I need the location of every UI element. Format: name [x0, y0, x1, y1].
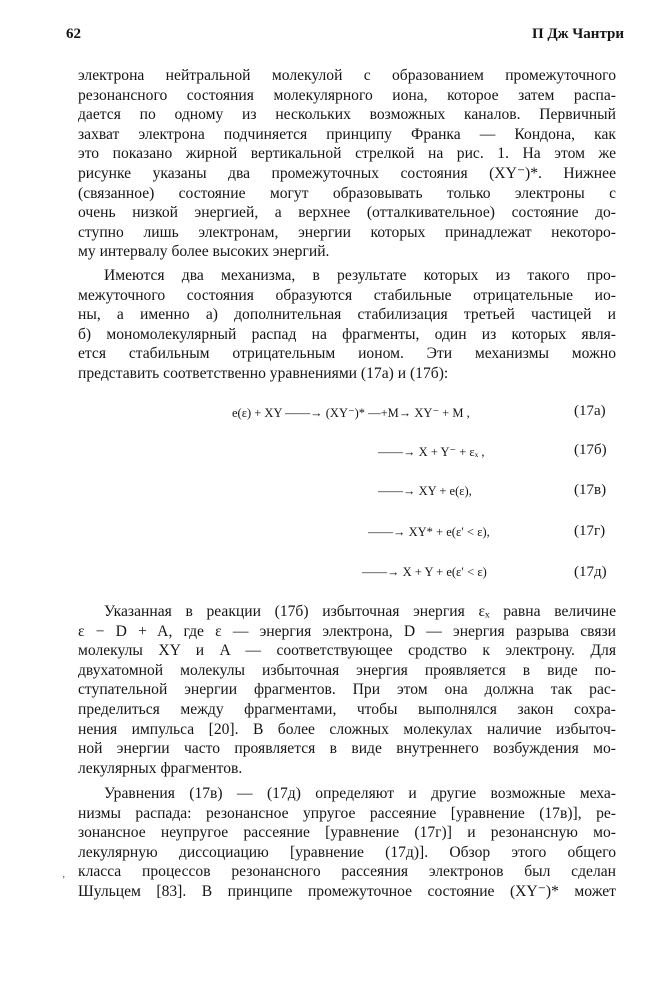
- text-line: дается по одному из нескольких возможных каналов. Первичный: [78, 106, 616, 124]
- equation-number-17d: (17д): [574, 564, 607, 580]
- running-head: П Дж Чантри: [531, 26, 624, 42]
- equation-17g: ——→ XY* + e(ε′ < ε),: [368, 525, 490, 539]
- text-line: ε − D + A, где ε — энергия электрона, D — энергия разрыва связи: [78, 622, 616, 640]
- text-line: ступательной энергии фрагментов. При этом она должна так рас-: [78, 681, 616, 699]
- paragraph-4: [78, 784, 616, 902]
- text-line: очень низкой энергией, а верхнее (отталкивательное) состояние до-: [78, 204, 616, 222]
- equation-number-17v: (17в): [574, 482, 607, 498]
- text-line: Имеются два механизма, в результате которых из такого про-: [104, 267, 616, 284]
- text-line: Указанная в реакции (17б) избыточная энергия εₓ равна величине: [104, 603, 616, 620]
- text-line: рисунке указаны два промежуточных состояния (XY⁻)*. Нижнее: [78, 164, 616, 182]
- text-line: ется стабильным отрицательным ионом. Эти механизмы можно: [78, 345, 616, 363]
- text-line: двухатомной молекулы избыточная энергия проявляется в виде по-: [78, 661, 616, 679]
- page-header: [66, 26, 624, 48]
- text-line: ной энергии часто проявляется в виде внутреннего возбуждения мо-: [78, 740, 616, 758]
- text-line: зонансное неупругое рассеяние [уравнение (17г)] и резонансную мо-: [78, 824, 616, 842]
- equation-17b: ——→ X + Y⁻ + εₓ ,: [378, 445, 485, 459]
- text-line: ступно лишь электронам, энергии которых принадлежат некоторо-: [78, 223, 616, 241]
- text-line: ны, а именно а) дополнительная стабилизация третьей частицей и: [78, 306, 616, 324]
- text-line: лекулярных фрагментов.: [78, 759, 243, 777]
- text-line: захват электрона подчиняется принципу Франка — Кондона, как: [78, 125, 616, 143]
- paragraph-1: [78, 66, 616, 262]
- text-line: нения импульса [20]. В более сложных молекулах наличие избыточ-: [78, 720, 616, 738]
- margin-mark: ʼ: [62, 875, 66, 886]
- text-line: Уравнения (17в) — (17д) определяют и другие возможные меха-: [104, 785, 616, 802]
- text-line: класса процессов резонансного рассеяния электронов был сделан: [78, 863, 616, 881]
- text-line: (связанное) состояние могут образовывать только электроны с: [78, 184, 616, 202]
- paragraph-3: [78, 602, 616, 778]
- page-number: 62: [66, 26, 81, 42]
- text-line: Шульцем [83]. В принципе промежуточное состояние (XY⁻)* может: [78, 882, 616, 900]
- equation-number-17g: (17г): [574, 523, 606, 539]
- equation-17d: ——→ X + Y + e(ε′ < ε): [362, 565, 487, 579]
- paragraph-2: [78, 266, 616, 384]
- text-line: представить соответственно уравнениями (17а) и (17б):: [78, 364, 449, 382]
- text-line: лекулярную диссоциацию [уравнение (17д)]. Обзор этого общего: [78, 843, 616, 861]
- text-line: электрона нейтральной молекулой с образованием промежуточного: [78, 67, 616, 84]
- equation-17v: ——→ XY + e(ε),: [378, 484, 472, 498]
- text-line: молекулы XY и A — соответствующее сродство к электрону. Для: [78, 642, 616, 660]
- text-line: резонансного состояния молекулярного иона, которое затем распа-: [78, 86, 616, 104]
- equation-number-17b: (17б): [574, 442, 607, 458]
- text-line: пределиться между фрагментами, чтобы выполнялся закон сохра-: [78, 700, 616, 718]
- text-line: му интервалу более высоких энергий.: [78, 243, 330, 261]
- text-line: низмы распада: резонансное упругое рассеяние [уравнение (17в)], ре-: [78, 804, 616, 822]
- text-line: б) мономолекулярный распад на фрагменты, один из которых явля-: [78, 325, 616, 343]
- text-line: межуточного состояния образуются стабильные отрицательные ио-: [78, 286, 616, 304]
- text-line: это показано жирной вертикальной стрелкой на рис. 1. На этом же: [78, 145, 616, 163]
- equation-number-17a: (17а): [574, 403, 606, 419]
- equation-17a: e(ε) + XY ——→ (XY⁻)* —+M→ XY⁻ + M ,: [232, 406, 470, 420]
